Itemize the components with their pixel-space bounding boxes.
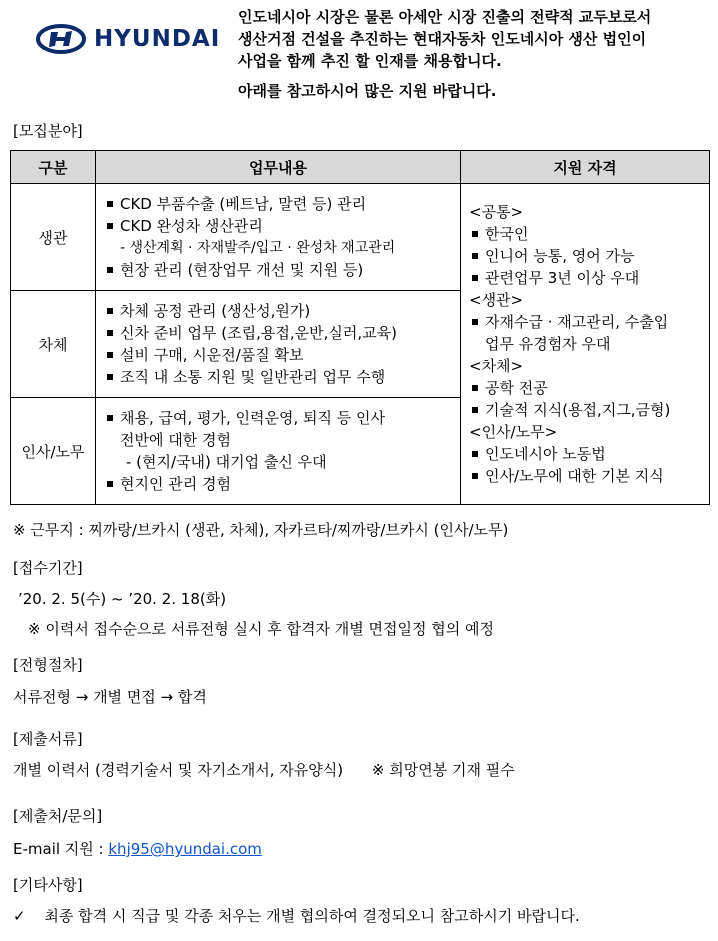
intro-text: [238, 6, 716, 102]
duty-cell: [96, 184, 461, 291]
header-duty: 업무내용: [96, 151, 461, 184]
intro-line: 사업을 함께 추진 할 인재를 채용합니다.: [238, 52, 502, 70]
section-label-recruit: [모집분야]: [13, 122, 83, 140]
contact-prefix: E-mail 지원 :: [13, 840, 109, 858]
intro-line: 생산거점 건설을 추진하는 현대자동차 인도네시아 생산 법인이: [238, 30, 647, 48]
check-icon: ✓: [13, 907, 26, 925]
header-qualification: 지원 자격: [461, 151, 710, 184]
list-item: 신차 준비 업무 (조립,용접,운반,실러,교육): [104, 322, 456, 344]
documents-note: ※ 희망연봉 기재 필수: [371, 761, 515, 779]
category-cell: 차체: [11, 291, 96, 398]
list-item: 전반에 대한 경험: [120, 431, 231, 449]
list-item: 인니어 능통, 영어 가능: [469, 245, 705, 267]
list-item: 자재수급 · 재고관리, 수출입: [469, 311, 705, 333]
intro-line: 아래를 참고하시어 많은 지원 바랍니다.: [238, 82, 497, 100]
contact-text: [13, 838, 262, 860]
section-label-contact: [제출처/문의]: [13, 807, 103, 825]
other-note: 최종 합격 시 직급 및 각종 처우는 개별 협의하여 결정되오니 참고하시기 바랍니다.: [44, 907, 580, 925]
list-item: 현지인 관리 경험: [104, 473, 456, 495]
list-item: CKD 부품수출 (베트남, 말련 등) 관리: [104, 193, 456, 215]
documents-text: [13, 759, 515, 781]
list-item: 인도네시아 노동법: [469, 443, 705, 465]
header-category: 구분: [11, 151, 96, 184]
other-text: [13, 905, 580, 927]
list-item: 현장 관리 (현장업무 개선 및 지원 등): [104, 259, 456, 281]
list-item: 관련업무 3년 이상 우대: [469, 267, 705, 289]
qualification-cell: [461, 184, 710, 505]
table-header-row: [11, 151, 710, 184]
list-item: 인사/노무에 대한 기본 지식: [469, 465, 705, 487]
period-dates: ’20. 2. 5(수) ~ ’20. 2. 18(화): [18, 590, 227, 608]
duty-cell: [96, 291, 461, 398]
email-link[interactable]: khj95@hyundai.com: [108, 840, 262, 858]
logo-text: HYUNDAI: [94, 26, 221, 52]
section-label-process: [전형절차]: [13, 656, 83, 674]
section-label-period: [접수기간]: [13, 559, 83, 577]
list-item: - 생산계획 · 자재발주/입고 · 완성차 재고관리: [120, 240, 396, 256]
hyundai-emblem-icon: [36, 24, 86, 54]
recruit-table: [10, 150, 710, 505]
intro-line: 인도네시아 시장은 물론 아세안 시장 진출의 전략적 교두보로서: [238, 8, 652, 26]
qualification-group: <공통>: [469, 203, 524, 221]
workplace-note: ※ 근무지 : 찌까랑/브카시 (생관, 차체), 자카르타/찌까랑/브카시 (인사/노무): [13, 521, 509, 539]
hyundai-logo: [36, 24, 221, 54]
list-item: CKD 완성차 생산관리: [104, 215, 456, 237]
qualification-group: <차체>: [469, 357, 524, 375]
list-item: 설비 구매, 시운전/품질 확보: [104, 344, 456, 366]
list-item: - (현지/국내) 대기업 출신 우대: [126, 453, 327, 471]
documents-list: 개별 이력서 (경력기술서 및 자기소개서, 자유양식): [13, 761, 344, 779]
qualification-group: <인사/노무>: [469, 423, 558, 441]
section-label-other: [기타사항]: [13, 876, 83, 894]
list-item: 한국인: [469, 223, 705, 245]
list-item: 조직 내 소통 지원 및 일반관리 업무 수행: [104, 366, 456, 388]
table-row: [11, 184, 710, 291]
list-item: 업무 유경험자 우대: [485, 335, 611, 353]
period-note: ※ 이력서 접수순으로 서류전형 실시 후 합격자 개별 면접일정 협의 예정: [28, 620, 494, 638]
list-item: 차체 공정 관리 (생산성,원가): [104, 300, 456, 322]
process-text: 서류전형 → 개별 면접 → 합격: [13, 688, 207, 706]
section-label-documents: [제출서류]: [13, 730, 83, 748]
list-item: 기술적 지식(용접,지그,금형): [469, 399, 705, 421]
duty-cell: [96, 398, 461, 505]
qualification-group: <생관>: [469, 291, 524, 309]
category-cell: 생관: [11, 184, 96, 291]
list-item: 채용, 급여, 평가, 인력운영, 퇴직 등 인사: [104, 407, 456, 429]
category-cell: 인사/노무: [11, 398, 96, 505]
list-item: 공학 전공: [469, 377, 705, 399]
